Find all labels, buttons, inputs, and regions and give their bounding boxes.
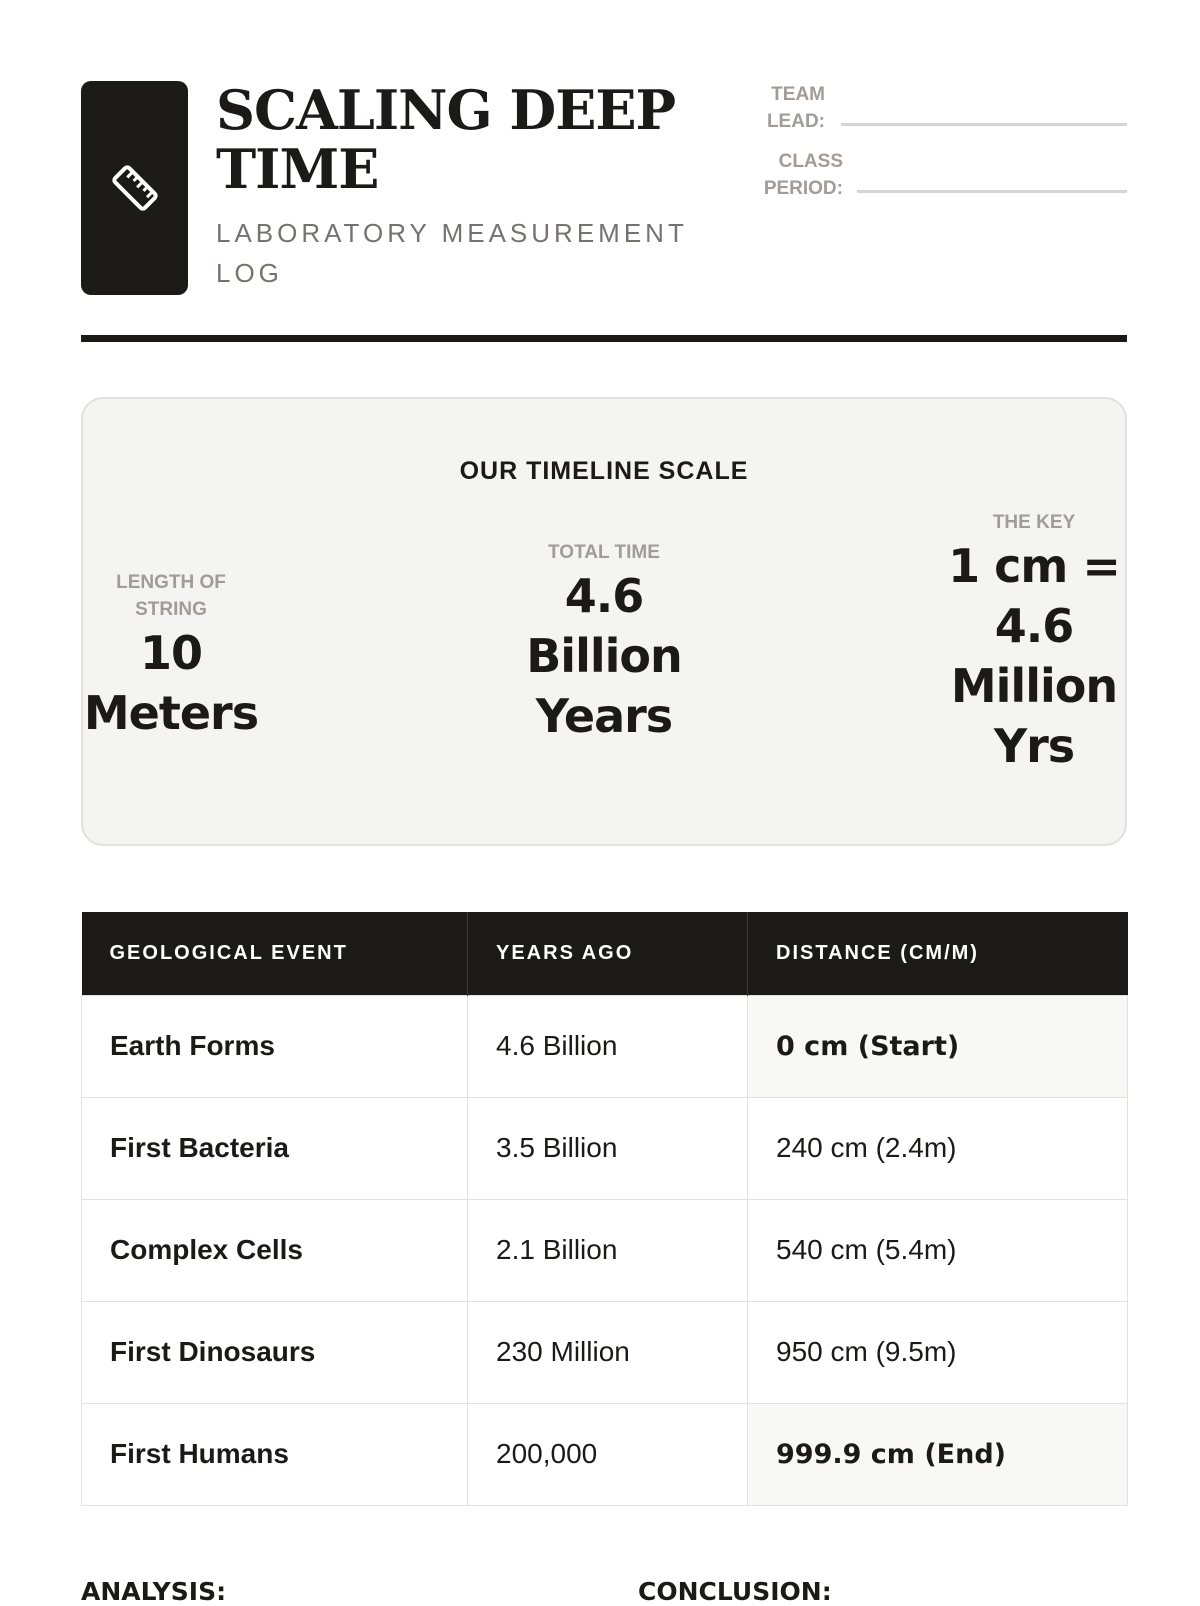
table-row xyxy=(82,1097,1128,1199)
table-header-row xyxy=(82,912,1128,995)
scale-key-value-line-4: Yrs xyxy=(993,719,1075,773)
distance-cell: 950 cm (9.5m) xyxy=(748,1301,1128,1403)
length-value-line-1: 10 xyxy=(139,626,202,680)
event-cell: First Bacteria xyxy=(82,1097,468,1199)
total-time-stat xyxy=(504,539,704,746)
class-period-input-line[interactable] xyxy=(857,190,1127,193)
page-subtitle: LABORATORY MEASUREMENT LOG xyxy=(216,218,688,288)
event-cell: First Humans xyxy=(82,1403,468,1505)
event-cell: Earth Forms xyxy=(82,995,468,1097)
scale-key-stat xyxy=(943,509,1125,776)
distance-cell: 0 cm (Start) xyxy=(748,995,1128,1097)
event-cell: Complex Cells xyxy=(82,1199,468,1301)
years-cell: 230 Million xyxy=(468,1301,748,1403)
total-time-value xyxy=(504,566,704,746)
years-cell: 2.1 Billion xyxy=(468,1199,748,1301)
timeline-scale-card xyxy=(81,397,1127,846)
years-cell: 200,000 xyxy=(468,1403,748,1505)
team-lead-input-line[interactable] xyxy=(841,123,1127,126)
logo-badge xyxy=(81,81,188,295)
total-time-value-line-3: Years xyxy=(535,689,673,743)
length-label xyxy=(81,569,261,623)
years-cell: 3.5 Billion xyxy=(468,1097,748,1199)
table-row xyxy=(82,1403,1128,1505)
distance-cell: 999.9 cm (End) xyxy=(748,1403,1128,1505)
page-header xyxy=(81,78,1127,341)
class-period-field xyxy=(731,148,1127,208)
ruler-icon xyxy=(108,161,162,215)
table-row xyxy=(82,995,1128,1097)
total-time-label: TOTAL TIME xyxy=(548,542,660,563)
team-lead-label-line-1: TEAM xyxy=(771,84,825,105)
scale-key-value-line-2: 4.6 xyxy=(994,599,1074,653)
distance-cell: 240 cm (2.4m) xyxy=(748,1097,1128,1199)
team-lead-label-line-2: LEAD: xyxy=(766,111,825,132)
length-value xyxy=(81,623,261,743)
measurement-table xyxy=(81,912,1128,1506)
class-period-label-line-2: PERIOD: xyxy=(763,178,843,199)
length-label-line-2: STRING xyxy=(135,599,207,620)
column-header-event: GEOLOGICAL EVENT xyxy=(82,912,468,995)
worksheet-page xyxy=(81,0,1127,1606)
column-header-distance: DISTANCE (CM/M) xyxy=(748,912,1128,995)
header-divider xyxy=(81,335,1127,342)
length-value-line-2: Meters xyxy=(83,686,259,740)
total-time-value-line-1: 4.6 xyxy=(564,569,644,623)
team-lead-label xyxy=(731,81,825,135)
page-title: SCALING DEEP TIME xyxy=(216,78,676,201)
class-period-label-line-1: CLASS xyxy=(778,151,843,172)
length-label-line-1: LENGTH OF xyxy=(116,572,226,593)
team-lead-field xyxy=(731,81,1127,141)
scale-key-value-line-1: 1 cm = xyxy=(948,539,1120,593)
scale-key-label: THE KEY xyxy=(992,512,1076,533)
years-cell: 4.6 Billion xyxy=(468,995,748,1097)
scale-card-title: OUR TIMELINE SCALE xyxy=(459,457,749,485)
length-of-string-stat xyxy=(81,569,261,743)
distance-cell: 540 cm (5.4m) xyxy=(748,1199,1128,1301)
event-cell: First Dinosaurs xyxy=(82,1301,468,1403)
class-period-label xyxy=(731,148,843,202)
title-block xyxy=(216,78,696,293)
conclusion-heading: CONCLUSION: xyxy=(638,1577,832,1606)
scale-key-value-line-3: Million xyxy=(950,659,1118,713)
analysis-heading: ANALYSIS: xyxy=(81,1577,227,1606)
table-row xyxy=(82,1301,1128,1403)
column-header-years: YEARS AGO xyxy=(468,912,748,995)
table-row xyxy=(82,1199,1128,1301)
scale-key-value xyxy=(943,536,1125,776)
total-time-value-line-2: Billion xyxy=(526,629,682,683)
